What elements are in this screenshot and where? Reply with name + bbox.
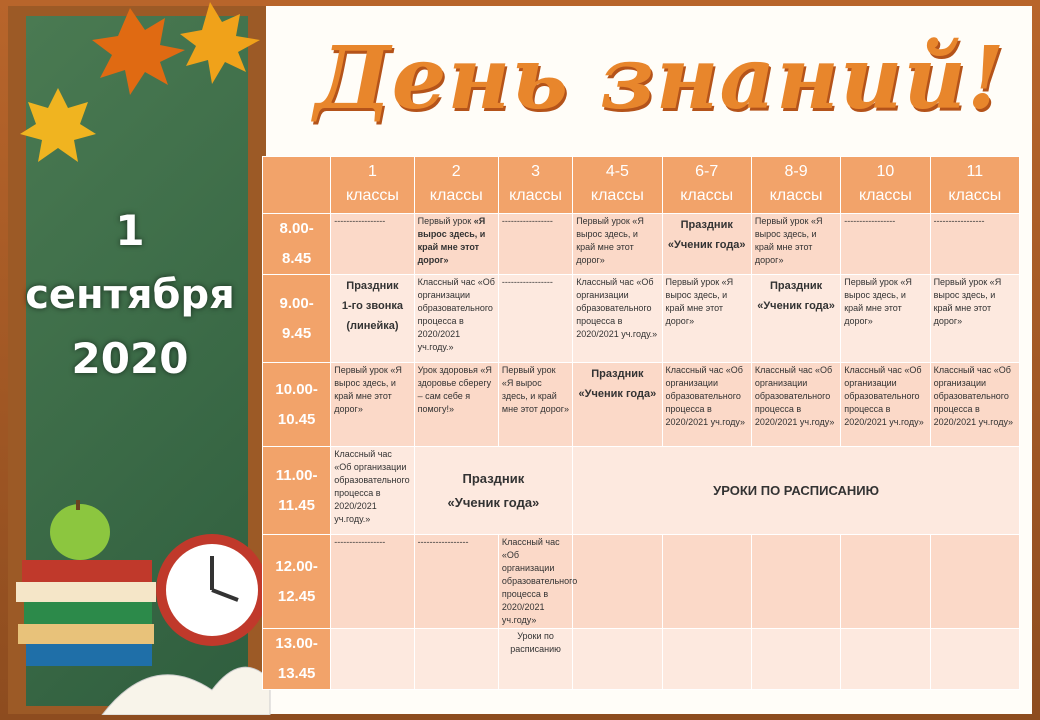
cell-class-hour: Классный час «Об организации образовательного процесса в 2020/2021 уч.году»	[930, 363, 1019, 447]
cell-first-lesson: Первый урок «Я вырос здесь, и край мне этот дорог»	[498, 363, 572, 447]
table-row	[263, 629, 1020, 690]
cell-dash: -----------------	[331, 214, 414, 275]
cell-class-hour: Классный час «Об организации образовательного процесса в 2020/2021 уч.году.»	[573, 275, 662, 363]
corner-cell	[263, 157, 331, 214]
cell-holiday: Праздник «Ученик года»	[751, 275, 840, 363]
cell-empty	[751, 629, 840, 690]
table-row	[263, 447, 1020, 535]
cell-empty	[930, 535, 1019, 629]
cell-holiday: Праздник «Ученик года»	[662, 214, 751, 275]
date-year: 2020	[71, 334, 189, 383]
cell-empty	[930, 629, 1019, 690]
time-cell: 12.00- 12.45	[263, 535, 331, 629]
cell-first-lesson: Первый урок «Я вырос здесь, и край мне этот дорог»	[751, 214, 840, 275]
col-header: 10 классы	[841, 157, 930, 214]
yellow-leaf-icon	[18, 86, 98, 166]
cell-empty	[662, 535, 751, 629]
cell-first-lesson: Первый урок «Я вырос здесь, и край мне этот дорог»	[573, 214, 662, 275]
cell-holiday: Праздник «Ученик года»	[573, 363, 662, 447]
cell-class-hour: Классный час «Об организации образовательного процесса в 2020/2021 уч.году»	[662, 363, 751, 447]
cell-empty	[573, 535, 662, 629]
cell-class-hour: Классный час «Об организации образовательного процесса в 2020/2021 уч.году.»	[331, 447, 414, 535]
cell-first-lesson: Первый урок «Я вырос здесь, и край мне этот дорог»	[930, 275, 1019, 363]
cell-dash: -----------------	[498, 275, 572, 363]
books-clock-apple-icon	[12, 500, 272, 715]
cell-dash: -----------------	[930, 214, 1019, 275]
cell-empty	[414, 629, 498, 690]
cell-first-lesson: Первый урок «Я вырос здесь, и край мне этот дорог»	[414, 214, 498, 275]
col-header: 4-5 классы	[573, 157, 662, 214]
cell-class-hour: Классный час «Об организации образовательного процесса в 2020/2021 уч.году»	[841, 363, 930, 447]
time-cell: 9.00- 9.45	[263, 275, 331, 363]
cell-empty	[751, 535, 840, 629]
cell-empty	[662, 629, 751, 690]
date-day: 1	[115, 206, 145, 255]
cell-dash: -----------------	[331, 535, 414, 629]
cell-empty	[573, 629, 662, 690]
cell-holiday: Праздник «Ученик года»	[414, 447, 573, 535]
col-header: 2 классы	[414, 157, 498, 214]
col-header: 1 классы	[331, 157, 414, 214]
cell-empty	[841, 535, 930, 629]
time-cell: 8.00- 8.45	[263, 214, 331, 275]
cell-schedule-small: Уроки по расписанию	[498, 629, 572, 690]
cell-dash: -----------------	[414, 535, 498, 629]
cell-empty	[331, 629, 414, 690]
maple-leaves-icon	[90, 0, 270, 120]
col-header: 8-9 классы	[751, 157, 840, 214]
cell-dash: -----------------	[498, 214, 572, 275]
cell-first-lesson: Первый урок «Я вырос здесь, и край мне этот дорог»	[841, 275, 930, 363]
cell-empty	[841, 629, 930, 690]
cell-dash: -----------------	[841, 214, 930, 275]
table-row	[263, 363, 1020, 447]
col-header: 11 классы	[930, 157, 1019, 214]
table-row	[263, 275, 1020, 363]
date-month: сентября	[25, 272, 235, 318]
table-row	[263, 535, 1020, 629]
time-cell: 13.00- 13.45	[263, 629, 331, 690]
cell-health-lesson: Урок здоровья «Я здоровье сберегу – сам себе я помогу!»	[414, 363, 498, 447]
cell-class-hour: Классный час «Об организации образовательного процесса в 2020/2021 уч.году»	[498, 535, 572, 629]
table-row	[263, 214, 1020, 275]
cell-class-hour: Классный час «Об организации образовательного процесса в 2020/2021 уч.году.»	[414, 275, 498, 363]
col-header: 3 классы	[498, 157, 572, 214]
cell-first-lesson: Первый урок «Я вырос здесь, и край мне этот дорог»	[331, 363, 414, 447]
time-cell: 10.00- 10.45	[263, 363, 331, 447]
time-cell: 11.00- 11.45	[263, 447, 331, 535]
cell-first-lesson: Первый урок «Я вырос здесь, и край мне этот дорог»	[662, 275, 751, 363]
col-header: 6-7 классы	[662, 157, 751, 214]
page-title: День знаний!	[314, 28, 1006, 129]
cell-schedule-lessons: УРОКИ ПО РАСПИСАНИЮ	[573, 447, 1020, 535]
cell-class-hour: Классный час «Об организации образовательного процесса в 2020/2021 уч.году»	[751, 363, 840, 447]
schedule-table	[262, 156, 1020, 690]
header-row	[263, 157, 1020, 214]
cell-first-ring: Праздник 1-го звонка (линейка)	[331, 275, 414, 363]
